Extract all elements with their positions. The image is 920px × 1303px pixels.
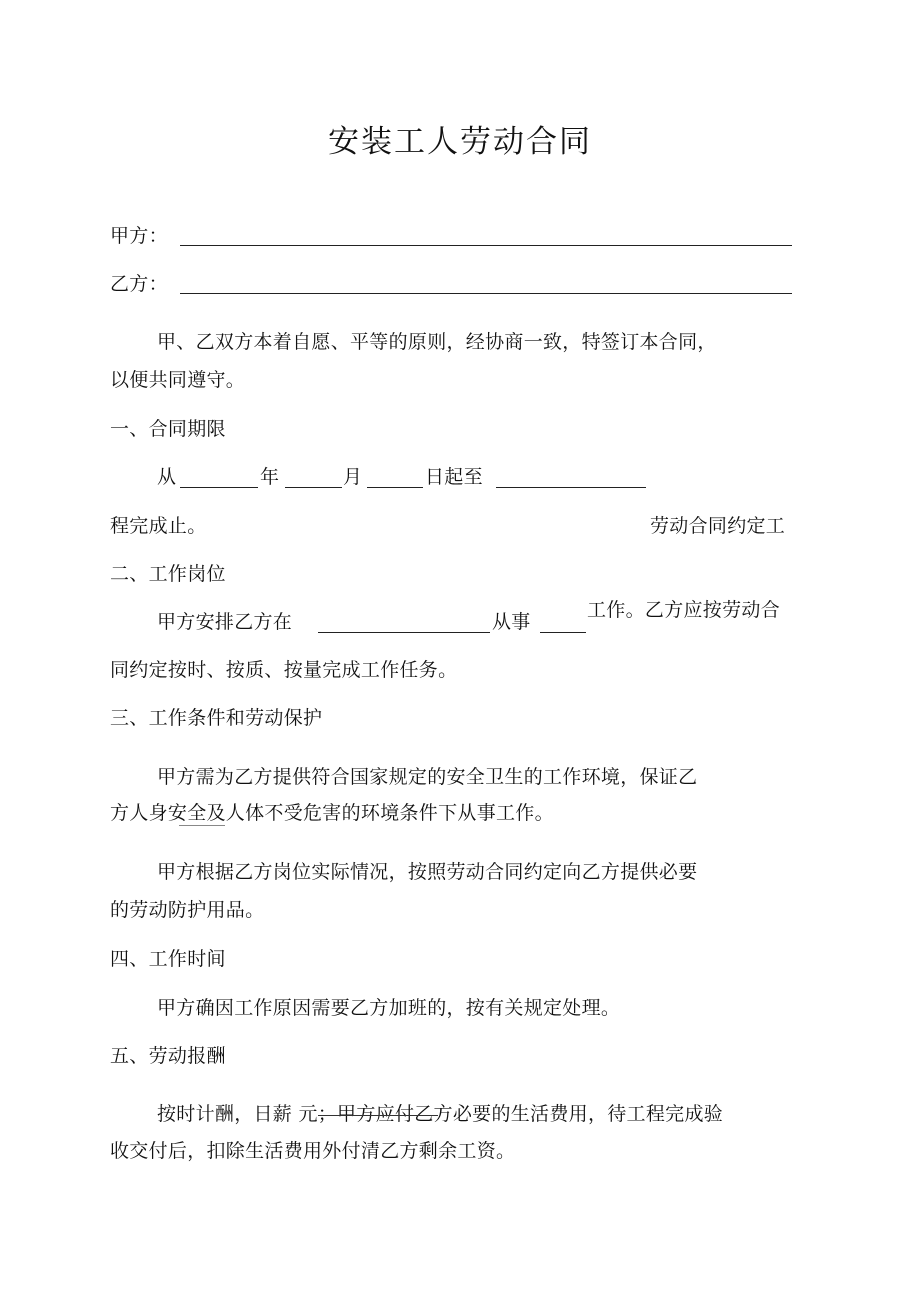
- s5-p1-line2: 收交付后，扣除生活费用外付清乙方剩余工资。: [110, 1140, 516, 1162]
- section-4-heading: 四、工作时间: [110, 948, 226, 970]
- s2-line1-a: 甲方安排乙方在: [157, 611, 293, 633]
- s1-day-blank: [367, 487, 423, 488]
- section-1-heading: 一、合同期限: [110, 418, 226, 440]
- section-3-heading: 三、工作条件和劳动保护: [110, 707, 323, 729]
- s1-year-blank: [180, 487, 258, 488]
- s2-location-blank: [318, 632, 490, 633]
- intro-line-1: 甲、乙双方本着自愿、平等的原则，经协商一致，特签订本合同，: [157, 331, 717, 353]
- party-a-blank: [180, 245, 792, 246]
- s2-line2: 同约定按时、按质、按量完成工作任务。: [110, 659, 458, 681]
- s4-p1: 甲方确因工作原因需要乙方加班的，按有关规定处理。: [157, 997, 621, 1019]
- s3-p1-line1: 甲方需为乙方提供符合国家规定的安全卫生的工作环境，保证乙: [157, 766, 698, 788]
- s1-end-blank: [496, 487, 646, 488]
- s2-line1-b: 从事: [492, 611, 531, 633]
- s5-p1-line1: 按时计酬，日薪 元；甲方应付乙方必要的生活费用，待工程完成验: [157, 1103, 724, 1125]
- s1-day-until: 日起至: [425, 466, 483, 488]
- s2-job-blank: [540, 632, 586, 633]
- s2-line1-c: 工作。乙方应按劳动合: [587, 599, 781, 621]
- party-b-blank: [180, 293, 792, 294]
- section-2-heading: 二、工作岗位: [110, 563, 226, 585]
- party-a-label: 甲方：: [110, 225, 168, 247]
- s3-faint-underline: [179, 825, 225, 826]
- s3-p2-line2: 的劳动防护用品。: [110, 899, 265, 921]
- s1-year: 年: [260, 466, 280, 488]
- s1-end-left: 程完成止。: [110, 515, 207, 537]
- document-title: 安装工人劳动合同: [328, 124, 592, 160]
- section-5-heading: 五、劳动报酬: [110, 1045, 226, 1067]
- s1-month: 月: [343, 466, 363, 488]
- s1-from: 从: [157, 466, 177, 488]
- s1-end-right: 劳动合同约定工: [650, 515, 786, 537]
- s5-strikethrough: [318, 1115, 438, 1116]
- s3-p1-line2: 方人身安全及人体不受危害的环境条件下从事工作。: [110, 802, 554, 824]
- s3-p2-line1: 甲方根据乙方岗位实际情况，按照劳动合同约定向乙方提供必要: [157, 861, 698, 883]
- intro-line-2: 以便共同遵守。: [110, 369, 246, 391]
- s1-month-blank: [285, 487, 342, 488]
- party-b-label: 乙方：: [110, 273, 168, 295]
